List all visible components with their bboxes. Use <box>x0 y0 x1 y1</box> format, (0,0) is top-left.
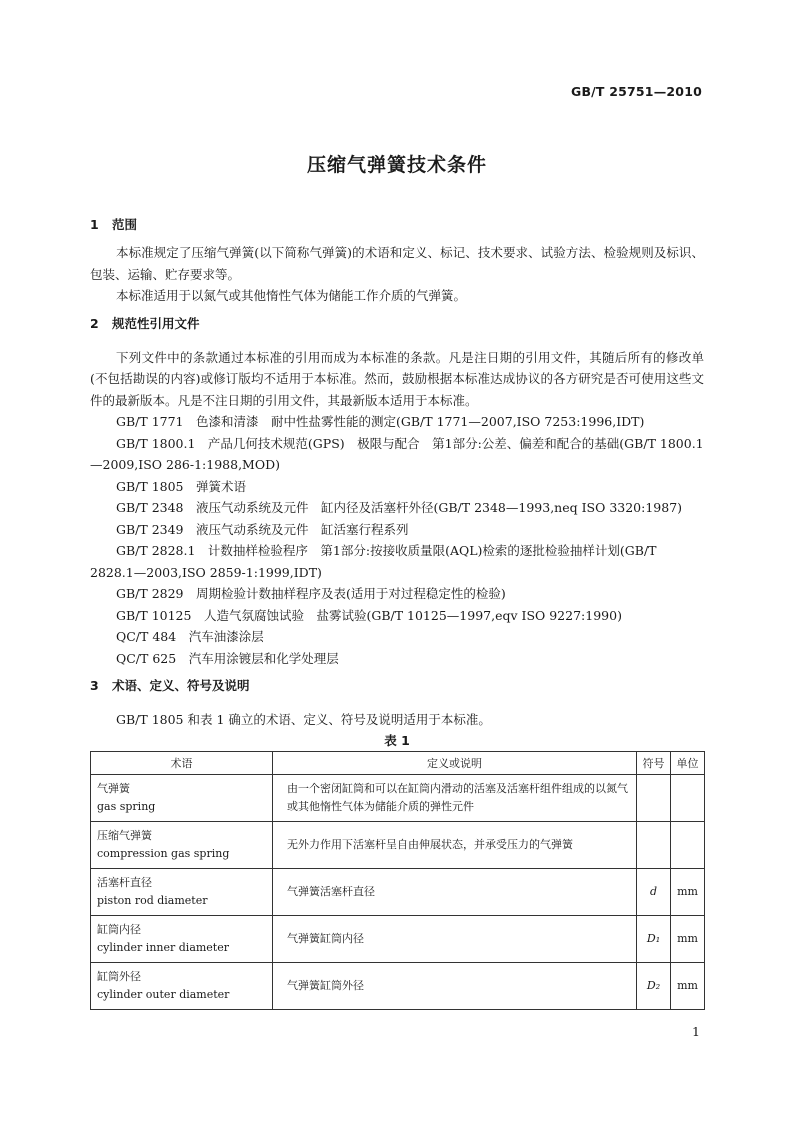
table-row <box>91 962 705 1009</box>
unit-cell <box>671 821 705 868</box>
table-row <box>91 774 705 821</box>
paragraph: 下列文件中的条款通过本标准的引用而成为本标准的条款。凡是注日期的引用文件，其随后所有的修改单(不包括勘误的内容)或修订版均不适用于本标准。然而，鼓励根据本标准达成协议的各方研究是否可使用这些文件的最新版本。凡是不注日期的引用文件，其最新版本适用于本标准。 <box>90 349 704 408</box>
definition-cell: 气弹簧活塞杆直径 <box>273 868 637 915</box>
symbol-cell <box>637 821 671 868</box>
reference-item: GB/T 1800.1 产品几何技术规范(GPS) 极限与配合 第1部分:公差、偏差和配合的基础(GB/T 1800.1—2009,ISO 286-1:1988,MOD) <box>90 435 704 472</box>
definition-cell: 气弹簧缸筒内径 <box>273 915 637 962</box>
paragraph: 本标准适用于以氮气或其他惰性气体为储能工作介质的气弹簧。 <box>116 288 467 303</box>
standard-number: GB/T 25751—2010 <box>570 84 702 99</box>
section-title: 规范性引用文件 <box>112 315 200 331</box>
document-title: 压缩气弹簧技术条件 <box>306 154 487 176</box>
term-cell <box>91 962 273 1009</box>
section-number: 1 <box>90 217 99 232</box>
section-number: 2 <box>90 315 99 331</box>
term-english: cylinder inner diameter <box>97 940 229 954</box>
term-cell <box>91 868 273 915</box>
table-caption: 表 1 <box>384 732 410 748</box>
paragraph: 本标准规定了压缩气弹簧(以下简称气弹簧)的术语和定义、标记、技术要求、试验方法、检验规则及标识、包装、运输、贮存要求等。 <box>90 245 704 282</box>
table-row <box>91 821 705 868</box>
symbol-cell: D₁ <box>637 915 671 962</box>
term-cell <box>91 821 273 868</box>
term-english: piston rod diameter <box>97 893 208 907</box>
unit-cell: mm <box>671 915 705 962</box>
document-body <box>90 214 704 1010</box>
term-cell <box>91 774 273 821</box>
term-chinese: 缸筒内径 <box>97 922 141 936</box>
section-title: 范围 <box>112 217 138 232</box>
reference-item: GB/T 1805 弹簧术语 <box>116 478 247 494</box>
reference-item: GB/T 2828.1 计数抽样检验程序 第1部分:按接收质量限(AQL)检索的逐批检验抽样计划(GB/T 2828.1—2003,ISO 2859-1:1999,IDT) <box>90 543 657 580</box>
term-english: compression gas spring <box>97 846 230 860</box>
term-chinese: 缸筒外径 <box>97 969 141 983</box>
symbol-cell: D₂ <box>637 962 671 1009</box>
section-number: 3 <box>90 678 99 693</box>
symbol-cell <box>637 774 671 821</box>
reference-item: GB/T 1771 色漆和清漆 耐中性盐雾性能的测定(GB/T 1771—2007,ISO 7253:1996,IDT) <box>116 414 645 429</box>
column-header-unit: 单位 <box>671 751 705 774</box>
table-row <box>91 868 705 915</box>
definition-cell: 无外力作用下活塞杆呈自由伸展状态，并承受压力的气弹簧 <box>273 821 637 868</box>
definition-cell: 气弹簧缸筒外径 <box>273 962 637 1009</box>
column-header-definition: 定义或说明 <box>273 751 637 774</box>
reference-item: QC/T 625 汽车用涂镀层和化学处理层 <box>116 650 339 666</box>
reference-item: QC/T 484 汽车油漆涂层 <box>116 629 264 644</box>
reference-item: GB/T 2829 周期检验计数抽样程序及表(适用于对过程稳定性的检验) <box>116 586 506 601</box>
reference-item: GB/T 2349 液压气动系统及元件 缸活塞行程系列 <box>116 521 409 537</box>
paragraph: GB/T 1805 和表 1 确立的术语、定义、符号及说明适用于本标准。 <box>116 712 491 727</box>
column-header-symbol: 符号 <box>637 751 671 774</box>
section-title: 术语、定义、符号及说明 <box>112 678 250 693</box>
section-3-heading <box>90 675 704 697</box>
section-1-heading <box>90 214 704 236</box>
term-english: gas spring <box>97 799 156 813</box>
reference-item: GB/T 2348 液压气动系统及元件 缸内径及活塞杆外径(GB/T 2348—1993,neq ISO 3320:1987) <box>116 500 683 515</box>
unit-cell <box>671 774 705 821</box>
table-header-row <box>91 751 705 774</box>
reference-item: GB/T 10125 人造气氛腐蚀试验 盐雾试验(GB/T 10125—1997,eqv ISO 9227:1990) <box>116 607 622 623</box>
section-2-heading <box>90 313 704 335</box>
term-english: cylinder outer diameter <box>97 987 230 1001</box>
terms-table <box>90 751 705 1010</box>
unit-cell: mm <box>671 962 705 1009</box>
term-cell <box>91 915 273 962</box>
term-chinese: 气弹簧 <box>97 781 130 795</box>
table-row <box>91 915 705 962</box>
term-chinese: 压缩气弹簧 <box>97 828 152 842</box>
column-header-term: 术语 <box>91 751 273 774</box>
page-number: 1 <box>692 1024 700 1039</box>
unit-cell: mm <box>671 868 705 915</box>
symbol-cell: d <box>637 868 671 915</box>
definition-cell: 由一个密闭缸筒和可以在缸筒内滑动的活塞及活塞杆组件组成的以氮气或其他惰性气体为储能介质的弹性元件 <box>273 774 637 821</box>
term-chinese: 活塞杆直径 <box>97 875 152 889</box>
